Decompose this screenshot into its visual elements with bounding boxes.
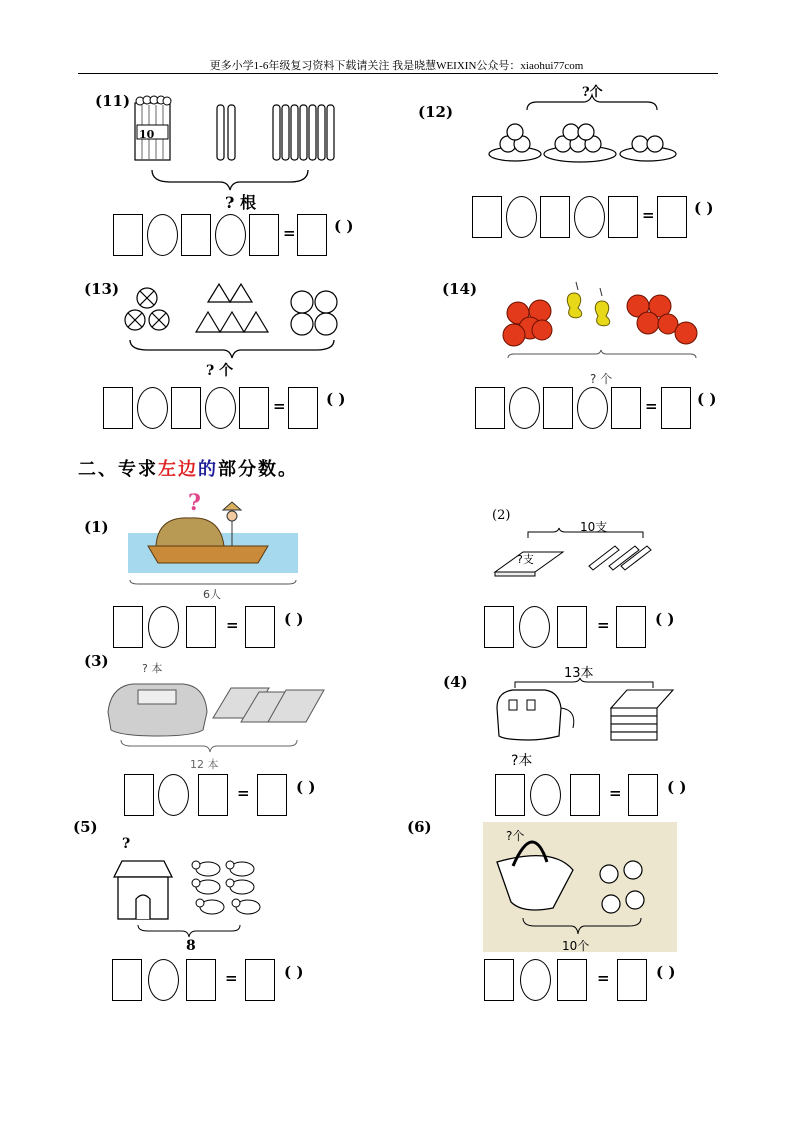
answer-box-result[interactable] [297,214,327,256]
operator-oval-2[interactable] [574,196,605,238]
answer-box-2[interactable] [198,774,228,816]
unit-parentheses[interactable]: ( ) [284,963,304,981]
answer-box-2[interactable] [540,196,570,238]
equals-sign: = [642,206,655,224]
q11-brace-label: ? 根 [225,193,256,212]
p5-number: (5) [73,818,98,836]
operator-oval[interactable] [148,606,179,648]
answer-box-result[interactable] [628,774,658,816]
answer-box-1[interactable] [475,387,505,429]
p5-part-label: ? [122,836,131,852]
equals-sign: = [237,784,250,802]
p5-total-label: 8 [186,938,196,954]
p4-total-label: 13本 [564,666,594,681]
p2-total-label: 10支 [580,520,608,534]
answer-box-3[interactable] [249,214,279,256]
operator-oval-1[interactable] [137,387,168,429]
p3-total-label: 12 本 [190,758,219,771]
answer-box-result[interactable] [288,387,318,429]
section-title-suffix-2: 部分数。 [218,459,298,480]
section-title-prefix: 二、专求 [78,459,158,480]
answer-box-1[interactable] [495,774,525,816]
svg-text:?: ? [188,490,201,516]
q12-brace-top [525,94,660,112]
unit-parentheses[interactable]: ( ) [656,963,676,981]
operator-oval[interactable] [519,606,550,648]
q14-brace-label: ? 个 [590,372,613,386]
p2-part-label: ?支 [517,553,534,566]
p6-part-label: ?个 [506,829,525,843]
equals-sign: = [225,969,238,987]
apples-left [503,300,552,346]
plain-circles [291,291,337,335]
answer-box-1[interactable] [484,606,514,648]
operator-oval[interactable] [530,774,561,816]
apples-right [627,295,697,344]
unit-parentheses[interactable]: ( ) [697,390,717,408]
unit-parentheses[interactable]: ( ) [326,390,346,408]
equals-sign: = [273,397,286,415]
answer-box-result[interactable] [245,606,275,648]
q11-number: (11) [95,92,131,110]
unit-parentheses[interactable]: ( ) [284,610,304,628]
answer-box-result[interactable] [657,196,687,238]
equals-sign: = [597,969,610,987]
q12-plates-of-apples [488,112,678,167]
answer-box-2[interactable] [181,214,211,256]
equals-sign: = [597,616,610,634]
answer-box-1[interactable] [484,959,514,1001]
seven-sticks [273,105,334,160]
q12-brace-label: ?个 [582,85,603,100]
answer-box-result[interactable] [616,606,646,648]
p6-number: (6) [407,818,432,836]
operator-oval-1[interactable] [506,196,537,238]
equals-sign: = [645,397,658,415]
answer-box-2[interactable] [186,606,216,648]
answer-box-2[interactable] [570,774,600,816]
q11-sticks-illustration [130,95,340,170]
book-stack [213,688,324,722]
operator-oval-2[interactable] [215,214,246,256]
p4-number: (4) [443,673,468,691]
equals-sign: = [609,784,622,802]
header-divider [78,73,718,74]
triangles [196,284,268,332]
page-header: 更多小学1-6年级复习资料下载请关注 我是晓慧WEIXIN公众号：xiaohui77com [209,60,584,72]
p1-number: (1) [84,518,109,536]
answer-box-2[interactable] [186,959,216,1001]
q11-brace [150,168,310,190]
operator-oval-1[interactable] [509,387,540,429]
p3-bag-and-books-illustration [103,672,328,752]
loose-pencils [589,546,651,570]
q13-brace-label: ? 个 [206,363,234,379]
answer-box-1[interactable] [472,196,502,238]
bundle-ten-label: 10 [139,128,155,141]
answer-box-3[interactable] [608,196,638,238]
p6-total-label: 10个 [562,939,590,953]
answer-box-2[interactable] [557,959,587,1001]
p5-doghouse-dogs-illustration [110,855,270,940]
section-title [78,455,298,481]
q13-shapes-illustration [120,282,345,337]
answer-box-2[interactable] [557,606,587,648]
p3-part-label: ? 本 [142,662,163,675]
operator-oval-2[interactable] [205,387,236,429]
answer-box-2[interactable] [543,387,573,429]
dogs [192,861,260,914]
p2-number: (2) [492,508,511,523]
q12-number: (12) [418,103,454,121]
operator-oval[interactable] [158,774,189,816]
pears [567,282,610,326]
answer-box-1[interactable] [113,214,143,256]
p1-boat-illustration [128,488,298,588]
q13-brace [128,338,338,360]
answer-box-result[interactable] [257,774,287,816]
p4-bag-and-books-illustration [493,678,688,758]
section-title-suffix-1: 的 [198,459,218,480]
answer-box-result[interactable] [617,959,647,1001]
answer-box-2[interactable] [171,387,201,429]
unit-parentheses[interactable]: ( ) [296,778,316,796]
answer-box-1[interactable] [113,606,143,648]
q14-number: (14) [442,280,478,298]
unit-parentheses[interactable]: ( ) [655,610,675,628]
p3-number: (3) [84,652,109,670]
crossed-circles [125,288,169,330]
answer-box-3[interactable] [239,387,269,429]
operator-oval[interactable] [148,959,179,1001]
unit-parentheses[interactable]: ( ) [667,778,687,796]
p4-part-label: ?本 [511,753,533,769]
answer-box-1[interactable] [112,959,142,1001]
unit-parentheses[interactable]: ( ) [694,199,714,217]
q13-number: (13) [84,280,120,298]
answer-box-1[interactable] [124,774,154,816]
books-stack [611,690,673,740]
q14-fruits-illustration [500,268,705,356]
p1-total-label: 6人 [203,588,221,601]
equals-sign: = [283,224,296,242]
operator-oval-2[interactable] [577,387,608,429]
answer-box-1[interactable] [103,387,133,429]
operator-oval-1[interactable] [147,214,178,256]
answer-box-result[interactable] [661,387,691,429]
two-sticks [217,105,235,160]
equals-sign: = [226,616,239,634]
answer-box-result[interactable] [245,959,275,1001]
answer-box-3[interactable] [611,387,641,429]
section-title-left-word: 左边 [158,459,198,480]
operator-oval[interactable] [520,959,551,1001]
unit-parentheses[interactable]: ( ) [334,217,354,235]
